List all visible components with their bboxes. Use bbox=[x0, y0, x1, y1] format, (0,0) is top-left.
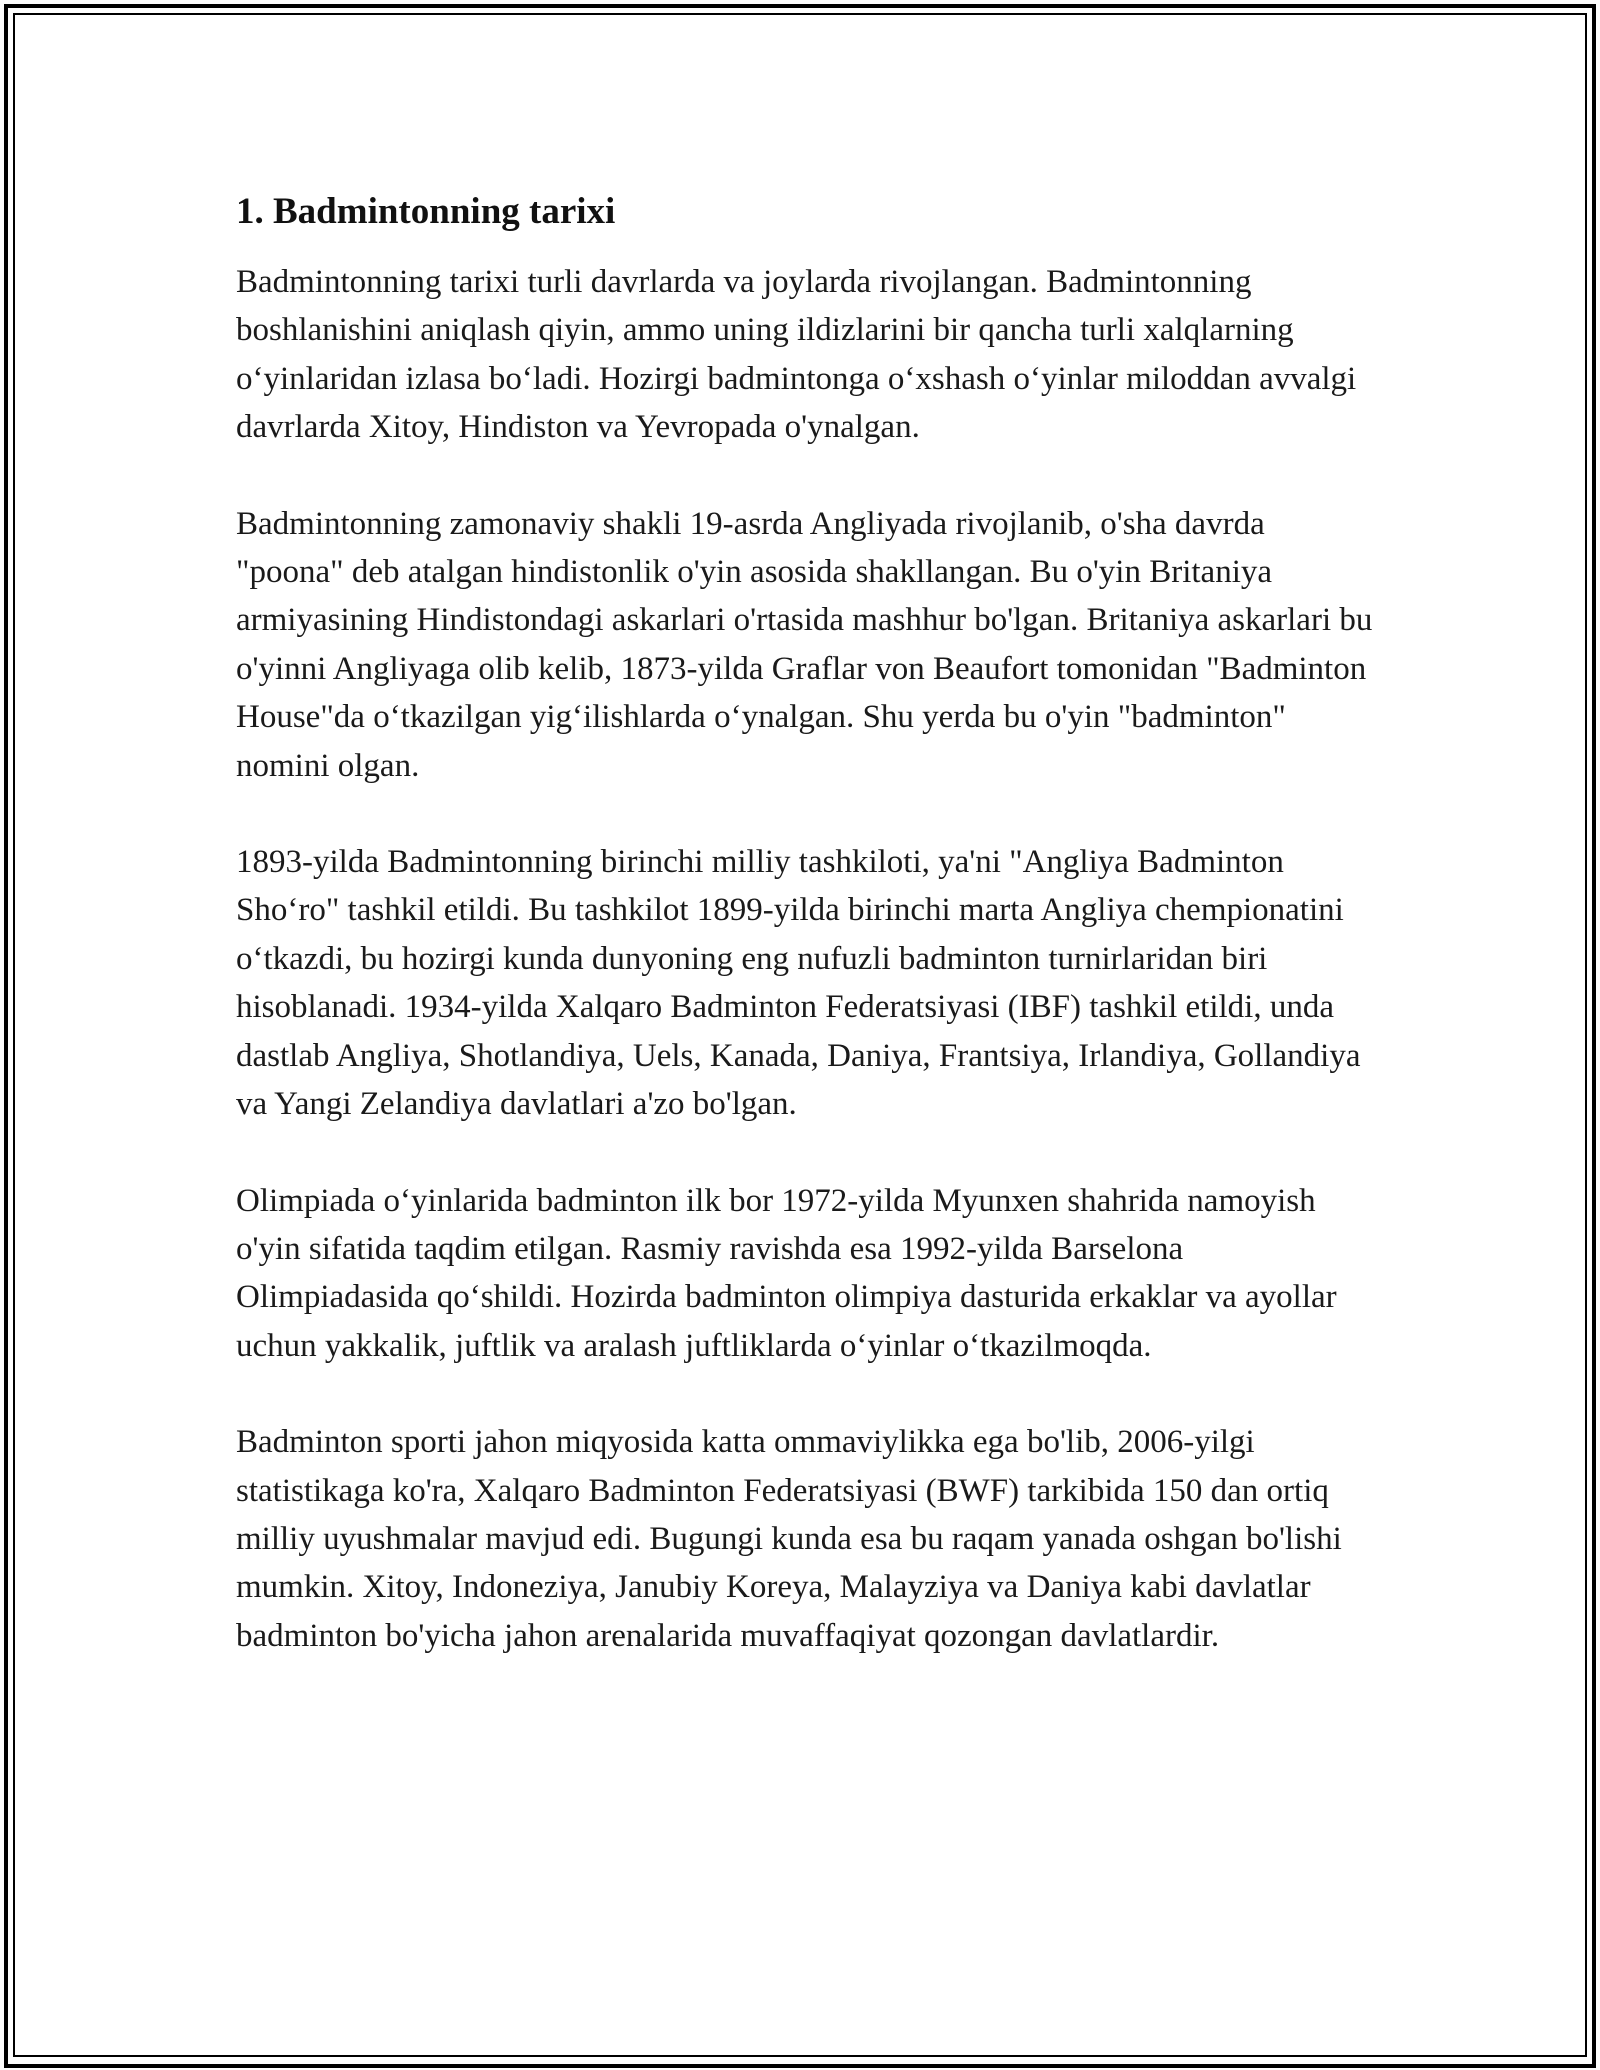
paragraph-organizations: 1893-yilda Badmintonning birinchi milliy tashkiloti, ya'ni "Angliya Badminton Shoʻro" tashkil etildi. Bu tashkilot 1899-yilda birinchi marta Angliya chempionatini oʻtkazdi, bu hozirgi kunda dunyoning eng nufuzli badminton turnirlaridan biri hisoblanadi. 1934-yilda Xalqaro Badminton Federatsiyasi (IBF) tashkil etildi, unda dastlab Angliya, Shotlandiya, Uels, Kanada, Daniya, Frantsiya, Irlandiya, Gollandiya va Yangi Zelandiya davlatlari a'zo bo'lgan. bbox=[236, 844, 1361, 1123]
paragraph-olympics: Olimpiada oʻyinlarida badminton ilk bor 1972-yilda Myunxen shahrida namoyish o'yin sifatida taqdim etilgan. Rasmiy ravishda esa 1992-yilda Barselona Olimpiadasida qoʻshildi. Hozirda badminton olimpiya dasturida erkaklar va ayollar uchun yakkalik, juftlik va aralash juftliklarda oʻyinlar oʻtkazilmoqda. bbox=[236, 1182, 1337, 1364]
section-heading: 1. Badmintonning tarixi bbox=[236, 191, 616, 232]
paragraph-history-origins: Badmintonning tarixi turli davrlarda va joylarda rivojlangan. Badmintonning boshlanishini aniqlash qiyin, ammo uning ildizlarini bir qancha turli xalqlarning oʻyinlaridan izlasa boʻladi. Hozirgi badmintonga oʻxshash oʻyinlar miloddan avvalgi davrlarda Xitoy, Hindiston va Yevropada o'ynalgan. bbox=[236, 264, 1357, 446]
document-body bbox=[236, 188, 1376, 1660]
paragraph-popularity: Badminton sporti jahon miqyosida katta ommaviylikka ega bo'lib, 2006-yilgi statistikaga ko'ra, Xalqaro Badminton Federatsiyasi (BWF) tarkibida 150 dan ortiq milliy uyushmalar mavjud edi. Bugungi kunda esa bu raqam yanada oshgan bo'lishi mumkin. Xitoy, Indoneziya, Janubiy Koreya, Malayziya va Daniya kabi davlatlar badminton bo'yicha jahon arenalarida muvaffaqiyat qozongan davlatlardir. bbox=[236, 1424, 1342, 1654]
paragraph-modern-form: Badmintonning zamonaviy shakli 19-asrda Angliyada rivojlanib, o'sha davrda "poona" deb atalgan hindistonlik o'yin asosida shakllangan. Bu o'yin Britaniya armiyasining Hindistondagi askarlari o'rtasida mashhur bo'lgan. Britaniya askarlari bu o'yinni Angliyaga olib kelib, 1873-yilda Graflar von Beaufort tomonidan "Badminton House"da oʻtkazilgan yigʻilishlarda oʻynalgan. Shu yerda bu o'yin "badminton" nomini olgan. bbox=[236, 505, 1373, 784]
